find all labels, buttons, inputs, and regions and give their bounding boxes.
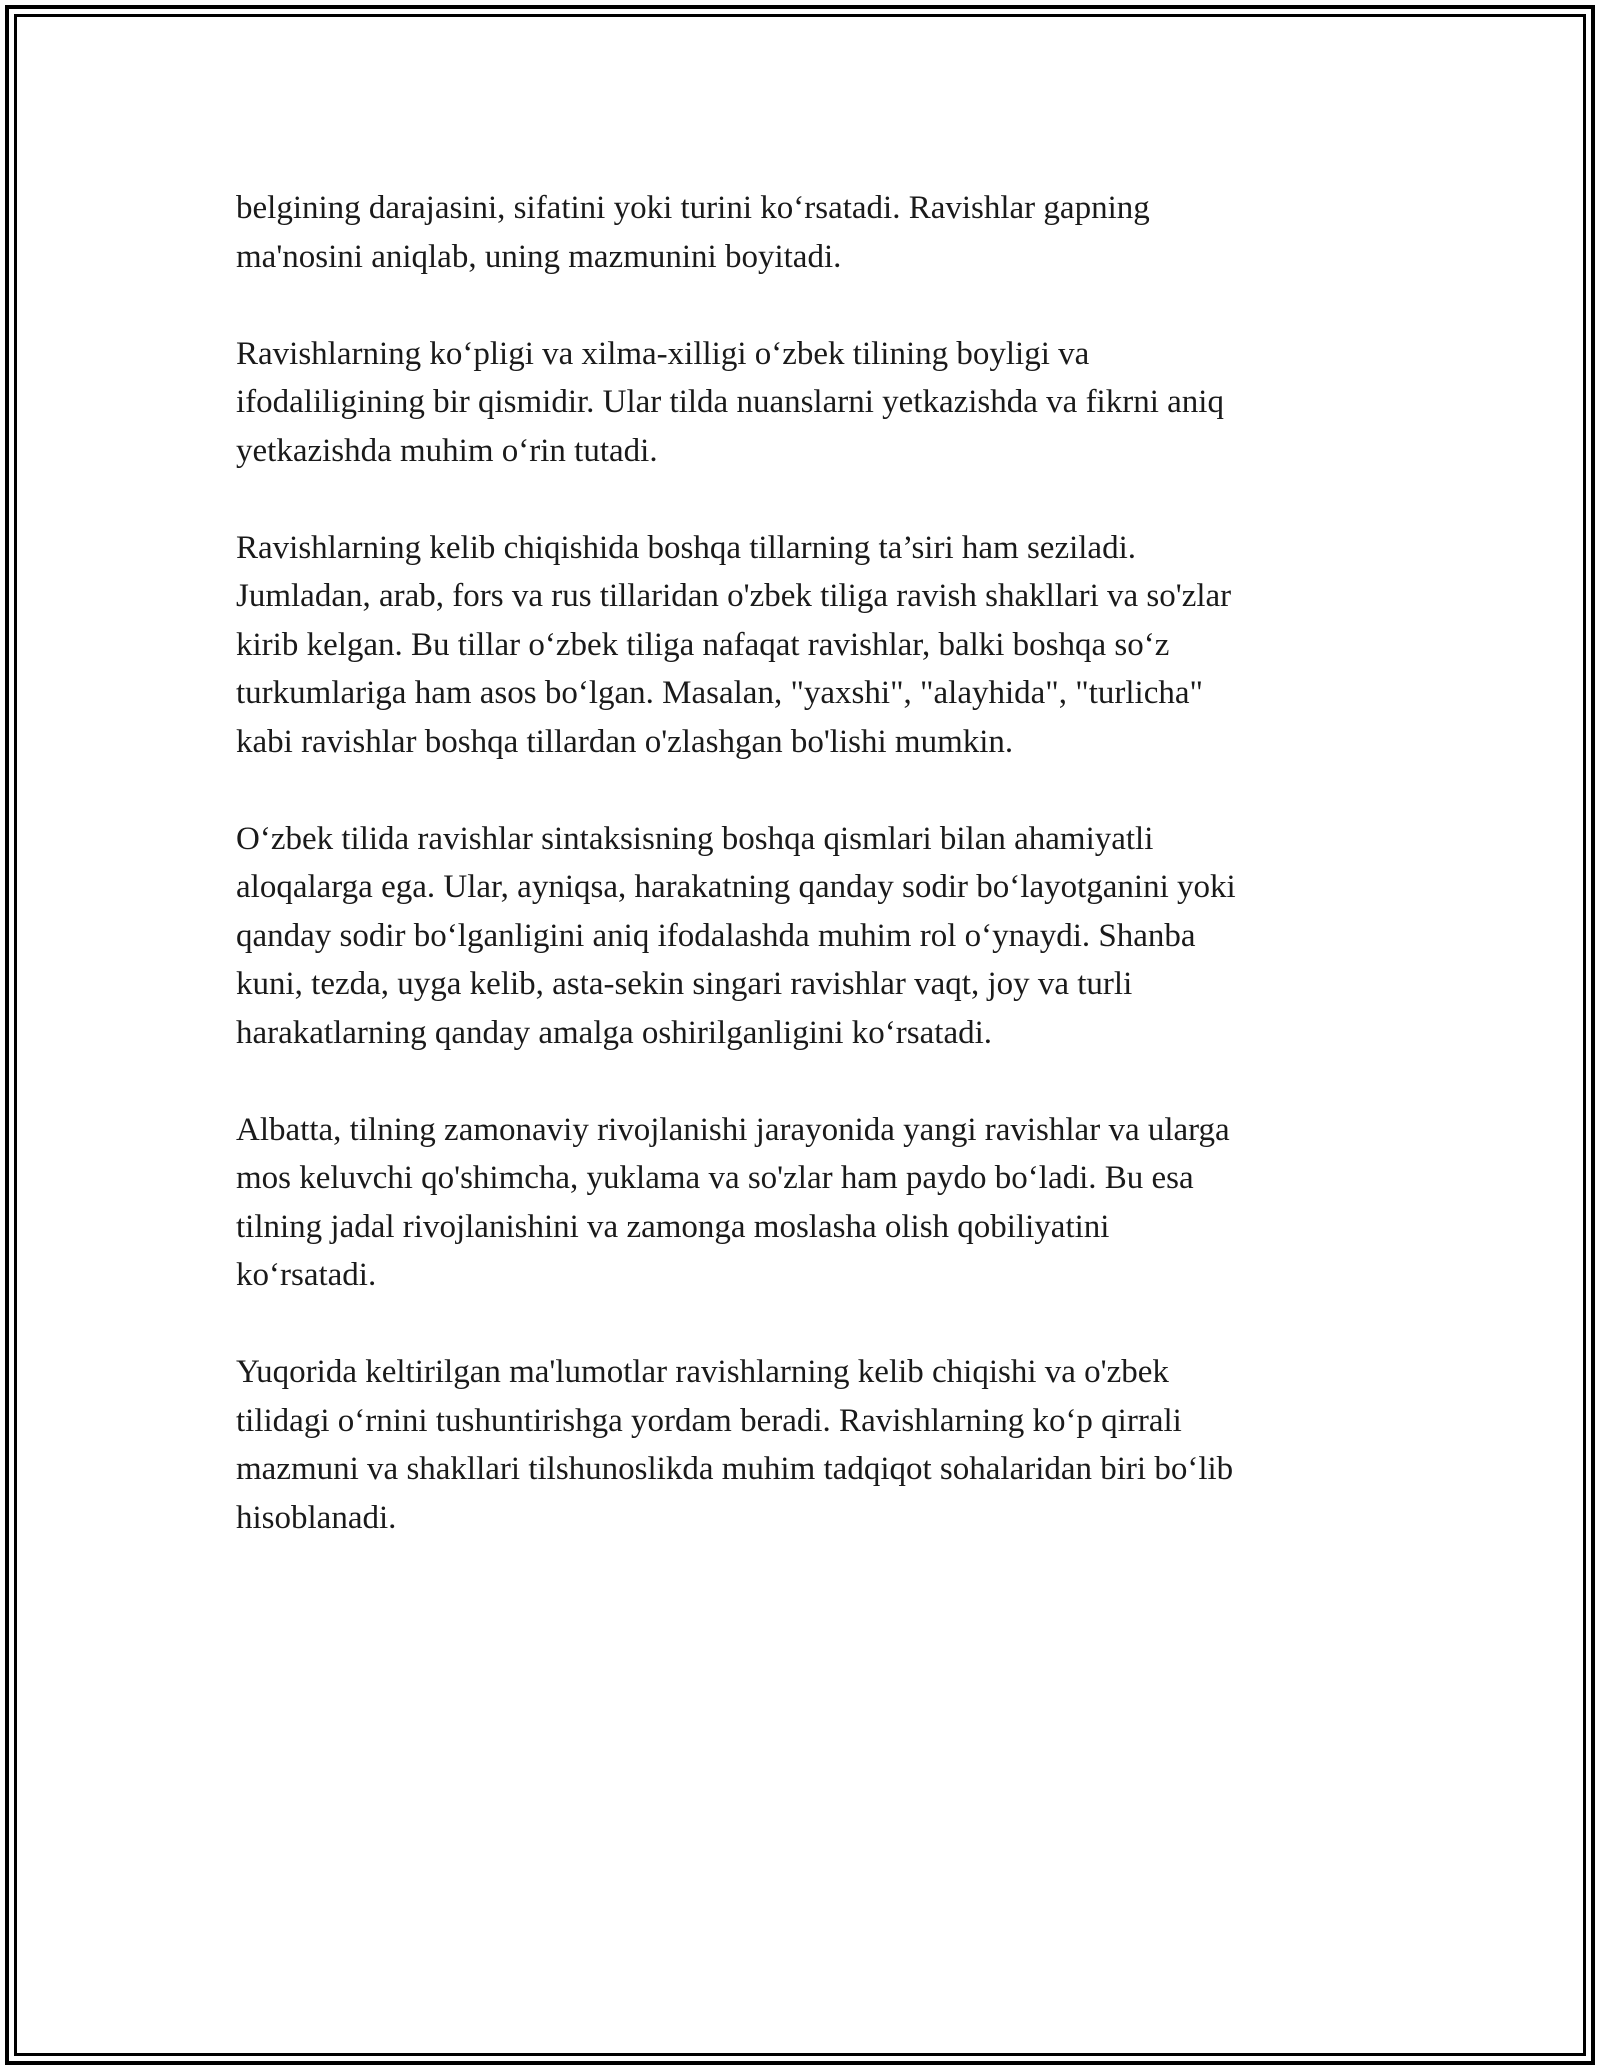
paragraph-6: Yuqorida keltirilgan ma'lumotlar ravishlarning kelib chiqishi va o'zbek tilidagi o‘rnini tushuntirishga yordam beradi. Ravishlarning ko‘p qirrali mazmuni va shakllari tilshunoslikda muhim tadqiqot sohalaridan biri bo‘lib hisoblanadi.	[236, 1354, 1234, 1536]
paragraph-2: Ravishlarning ko‘pligi va xilma-xilligi o‘zbek tilining boyligi va ifodaliligining bir qismidir. Ular tilda nuanslarni yetkazishda va fikrni aniq yetkazishda muhim o‘rin tutadi.	[236, 335, 1224, 469]
document-body	[236, 184, 1366, 1542]
paragraph-5: Albatta, tilning zamonaviy rivojlanishi jarayonida yangi ravishlar va ularga mos keluvchi qo'shimcha, yuklama va so'zlar ham paydo bo‘ladi. Bu esa tilning jadal rivojlanishini va zamonga moslasha olish qobiliyatini ko‘rsatadi.	[236, 1111, 1230, 1293]
paragraph-1: belgining darajasini, sifatini yoki turini ko‘rsatadi. Ravishlar gapning ma'nosini aniqlab, uning mazmunini boyitadi.	[236, 190, 1150, 275]
paragraph-3: Ravishlarning kelib chiqishida boshqa tillarning ta’siri ham seziladi. Jumladan, arab, fors va rus tillaridan o'zbek tiliga ravish shakllari va so'zlar kirib kelgan. Bu tillar o‘zbek tiliga nafaqat ravishlar, balki boshqa so‘z turkumlariga ham asos bo‘lgan. Masalan, "yaxshi", "alayhida", "turlicha" kabi ravishlar boshqa tillardan o'zlashgan bo'lishi mumkin.	[236, 529, 1232, 760]
paragraph-4: O‘zbek tilida ravishlar sintaksisning boshqa qismlari bilan ahamiyatli aloqalarga ega. Ular, ayniqsa, harakatning qanday sodir bo‘layotganini yoki qanday sodir bo‘lganligini aniq ifodalashda muhim rol o‘ynaydi. Shanba kuni, tezda, uyga kelib, asta-sekin singari ravishlar vaqt, joy va turli harakatlarning qanday amalga oshirilganligini ko‘rsatadi.	[236, 820, 1236, 1051]
